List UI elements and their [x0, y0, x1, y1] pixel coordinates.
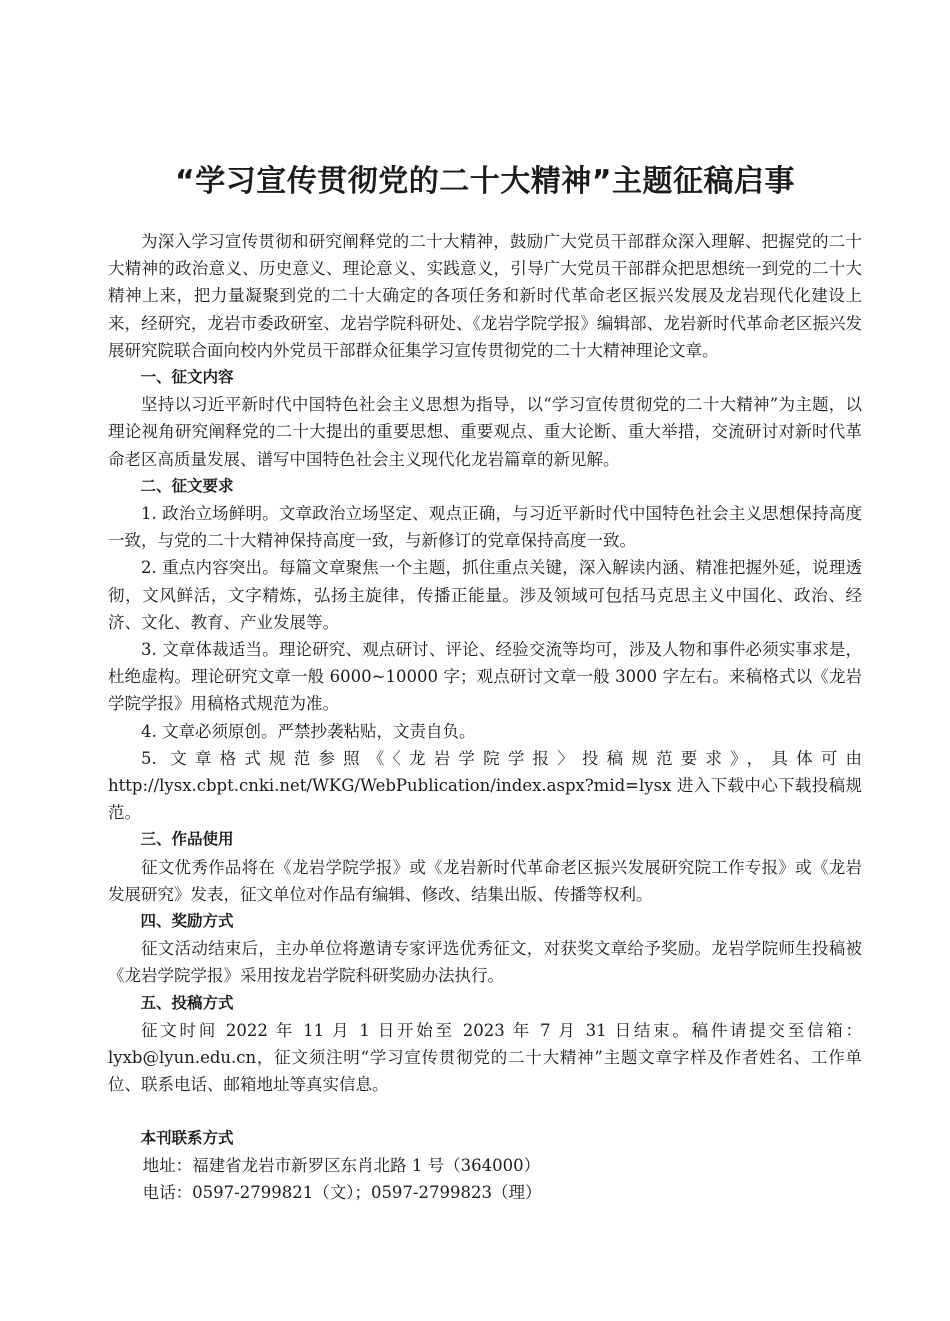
section-heading: 五、投稿方式: [140, 993, 234, 1012]
requirement-item: 2. 重点内容突出。每篇文章聚焦一个主题，抓住重点关键，深入解读内涵、精准把握外延，说理透彻，文风鲜活，文字精炼，弘扬主旋律，传播正能量。涉及领域可包括马克思主义中国化、政治、经济、文化、教育、产业发展等。: [108, 558, 862, 632]
section-paragraph: 坚持以习近平新时代中国特色社会主义思想为指导，以“学习宣传贯彻党的二十大精神”为主题，以理论视角研究阐释党的二十大提出的重要思想、重要观点、重大论断、重大举措，交流研讨对新时代革命老区高质量发展、谱写中国特色社会主义现代化龙岩篇章的新见解。: [108, 395, 862, 469]
section-content: [108, 364, 862, 473]
section-rewards: [108, 908, 862, 990]
requirement-item: 4. 文章必须原创。严禁抄袭粘贴，文责自负。: [141, 721, 476, 741]
contact-block: [108, 1125, 862, 1207]
section-submission: [108, 990, 862, 1099]
section-heading: 二、征文要求: [140, 476, 234, 495]
section-paragraph: 征文时间 2022 年 11 月 1 日开始至 2023 年 7 月 31 日结束。稿件请提交至信箱：lyxb@lyun.edu.cn，征文须注明“学习宣传贯彻党的二十大精神”主题文章字样及作者姓名、工作单位、联系电话、邮箱地址等真实信息。: [108, 1020, 862, 1095]
requirement-item: 5. 文章格式规范参照《〈龙岩学院学报〉投稿规范要求》，具体可由 http://lysx.cbpt.cnki.net/WKG/WebPublication/index.aspx?mid=lysx 进入下载中心下载投稿规范。: [108, 748, 862, 823]
contact-phone: 电话：0597-2799821（文）；0597-2799823（理）: [142, 1182, 542, 1202]
section-requirements: [108, 473, 862, 827]
section-heading: 一、征文内容: [140, 368, 234, 387]
page-title: “学习宣传贯彻党的二十大精神”主题征稿启事: [175, 164, 795, 199]
document-page: [108, 160, 862, 1206]
contact-heading: 本刊联系方式: [140, 1128, 234, 1147]
section-paragraph: 征文优秀作品将在《龙岩学院学报》或《龙岩新时代革命老区振兴发展研究院工作专报》或《龙岩发展研究》发表，征文单位对作品有编辑、修改、结集出版、传播等权利。: [108, 857, 862, 904]
requirement-item: 3. 文章体裁适当。理论研究、观点研讨、评论、经验交流等均可，涉及人物和事件必须实事求是，杜绝虚构。理论研究文章一般 6000~10000 字；观点研讨文章一般 3000 字左右。来稿格式以《龙岩学院学报》用稿格式规范为准。: [108, 640, 862, 714]
section-heading: 四、奖励方式: [140, 912, 234, 931]
contact-address: 地址：福建省龙岩市新罗区东肖北路 1 号（364000）: [142, 1155, 541, 1175]
section-paragraph: 征文活动结束后，主办单位将邀请专家评选优秀征文，对获奖文章给予奖励。龙岩学院师生投稿被《龙岩学院学报》采用按龙岩学院科研奖励办法执行。: [108, 939, 862, 986]
section-usage: [108, 826, 862, 908]
requirement-item: 1. 政治立场鲜明。文章政治立场坚定、观点正确，与习近平新时代中国特色社会主义思想保持高度一致，与党的二十大精神保持高度一致，与新修订的党章保持高度一致。: [108, 504, 862, 551]
section-heading: 三、作品使用: [140, 830, 234, 849]
intro-paragraph: 为深入学习宣传贯彻和研究阐释党的二十大精神，鼓励广大党员干部群众深入理解、把握党的二十大精神的政治意义、历史意义、理论意义、实践意义，引导广大党员干部群众把思想统一到党的二十大精神上来，把力量凝聚到党的二十大确定的各项任务和新时代革命老区振兴发展及龙岩现代化建设上来，经研究，龙岩市委政研室、龙岩学院科研处、《龙岩学院学报》编辑部、龙岩新时代革命老区振兴发展研究院联合面向校内外党员干部群众征集学习宣传贯彻党的二十大精神理论文章。: [108, 232, 862, 360]
